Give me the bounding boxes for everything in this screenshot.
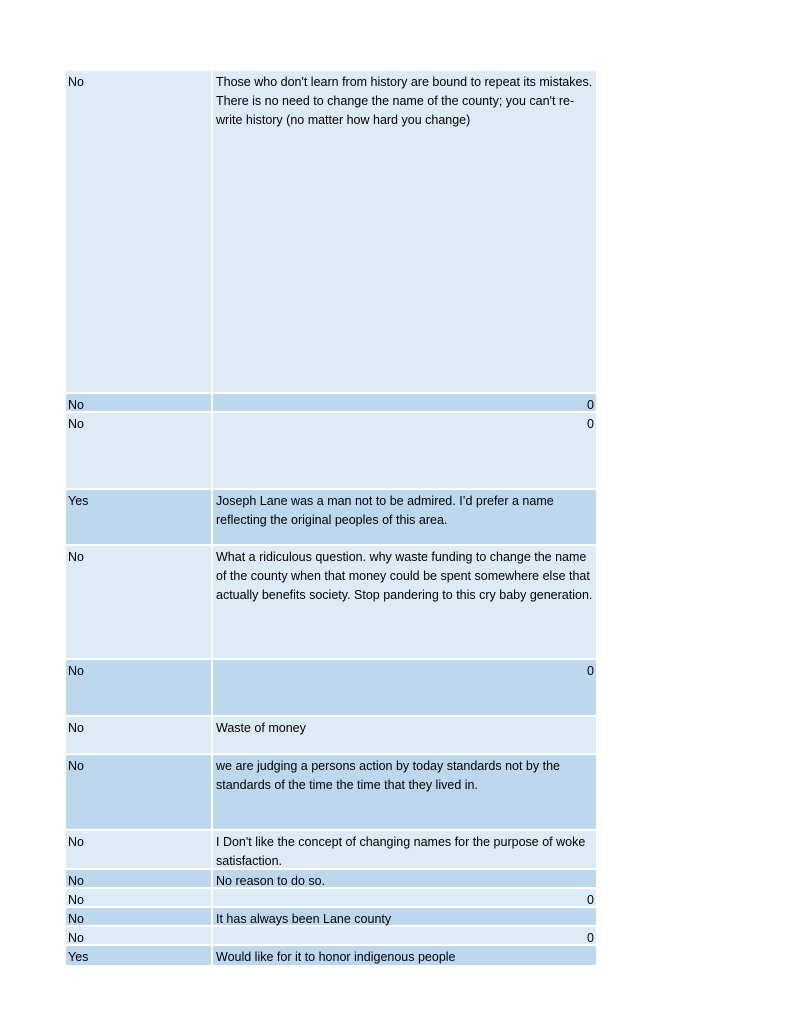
table-row — [66, 394, 596, 413]
table-row — [66, 660, 596, 717]
comment-cell: What a ridiculous question. why waste funding to change the name of the county when that money could be spent somewhere else that actually benefits society. Stop pandering to this cry baby generation. — [216, 550, 593, 602]
comment-cell: Joseph Lane was a man not to be admired. I’d prefer a name reflecting the original peoples of this area. — [216, 494, 554, 527]
table-row — [66, 889, 596, 908]
table-row — [66, 870, 596, 889]
answer-cell: No — [66, 71, 213, 392]
answer-cell: No — [66, 394, 213, 411]
comment-cell: 0 — [587, 398, 594, 412]
comment-cell: 0 — [587, 893, 594, 907]
table-row — [66, 546, 596, 660]
comment-cell: I Don't like the concept of changing names for the purpose of woke satisfaction. — [216, 835, 586, 868]
answer-cell: No — [66, 717, 213, 753]
comment-cell: It has always been Lane county — [216, 912, 392, 926]
answer-cell: No — [66, 660, 213, 715]
comment-cell: Those who don't learn from history are bound to repeat its mistakes. There is no need to change the name of the county; you can't re-write history (no matter how hard you change) — [216, 75, 593, 127]
table-row — [66, 755, 596, 831]
table-row — [66, 831, 596, 870]
answer-cell: Yes — [66, 490, 213, 544]
comment-cell: we are judging a persons action by today standards not by the standards of the time the time that they lived in. — [216, 759, 560, 792]
comment-cell: Waste of money — [216, 721, 306, 735]
comment-cell: 0 — [587, 931, 594, 945]
answer-cell: No — [66, 889, 213, 906]
table-row — [66, 490, 596, 546]
answer-cell: No — [66, 908, 213, 925]
table-row — [66, 927, 596, 946]
table-row — [66, 717, 596, 755]
answer-cell: No — [66, 755, 213, 829]
comment-cell: 0 — [587, 664, 594, 678]
table-row — [66, 413, 596, 490]
comment-cell: 0 — [587, 417, 594, 431]
answer-cell: No — [66, 831, 213, 868]
answer-cell: No — [66, 927, 213, 944]
comment-cell: No reason to do so. — [216, 874, 326, 888]
survey-response-table — [66, 71, 596, 965]
table-row — [66, 71, 596, 394]
table-row — [66, 946, 596, 965]
answer-cell: No — [66, 870, 213, 887]
comment-cell: Would like for it to honor indigenous people — [216, 950, 456, 964]
answer-cell: Yes — [66, 946, 213, 965]
answer-cell: No — [66, 413, 213, 488]
answer-cell: No — [66, 546, 213, 658]
table-row — [66, 908, 596, 927]
